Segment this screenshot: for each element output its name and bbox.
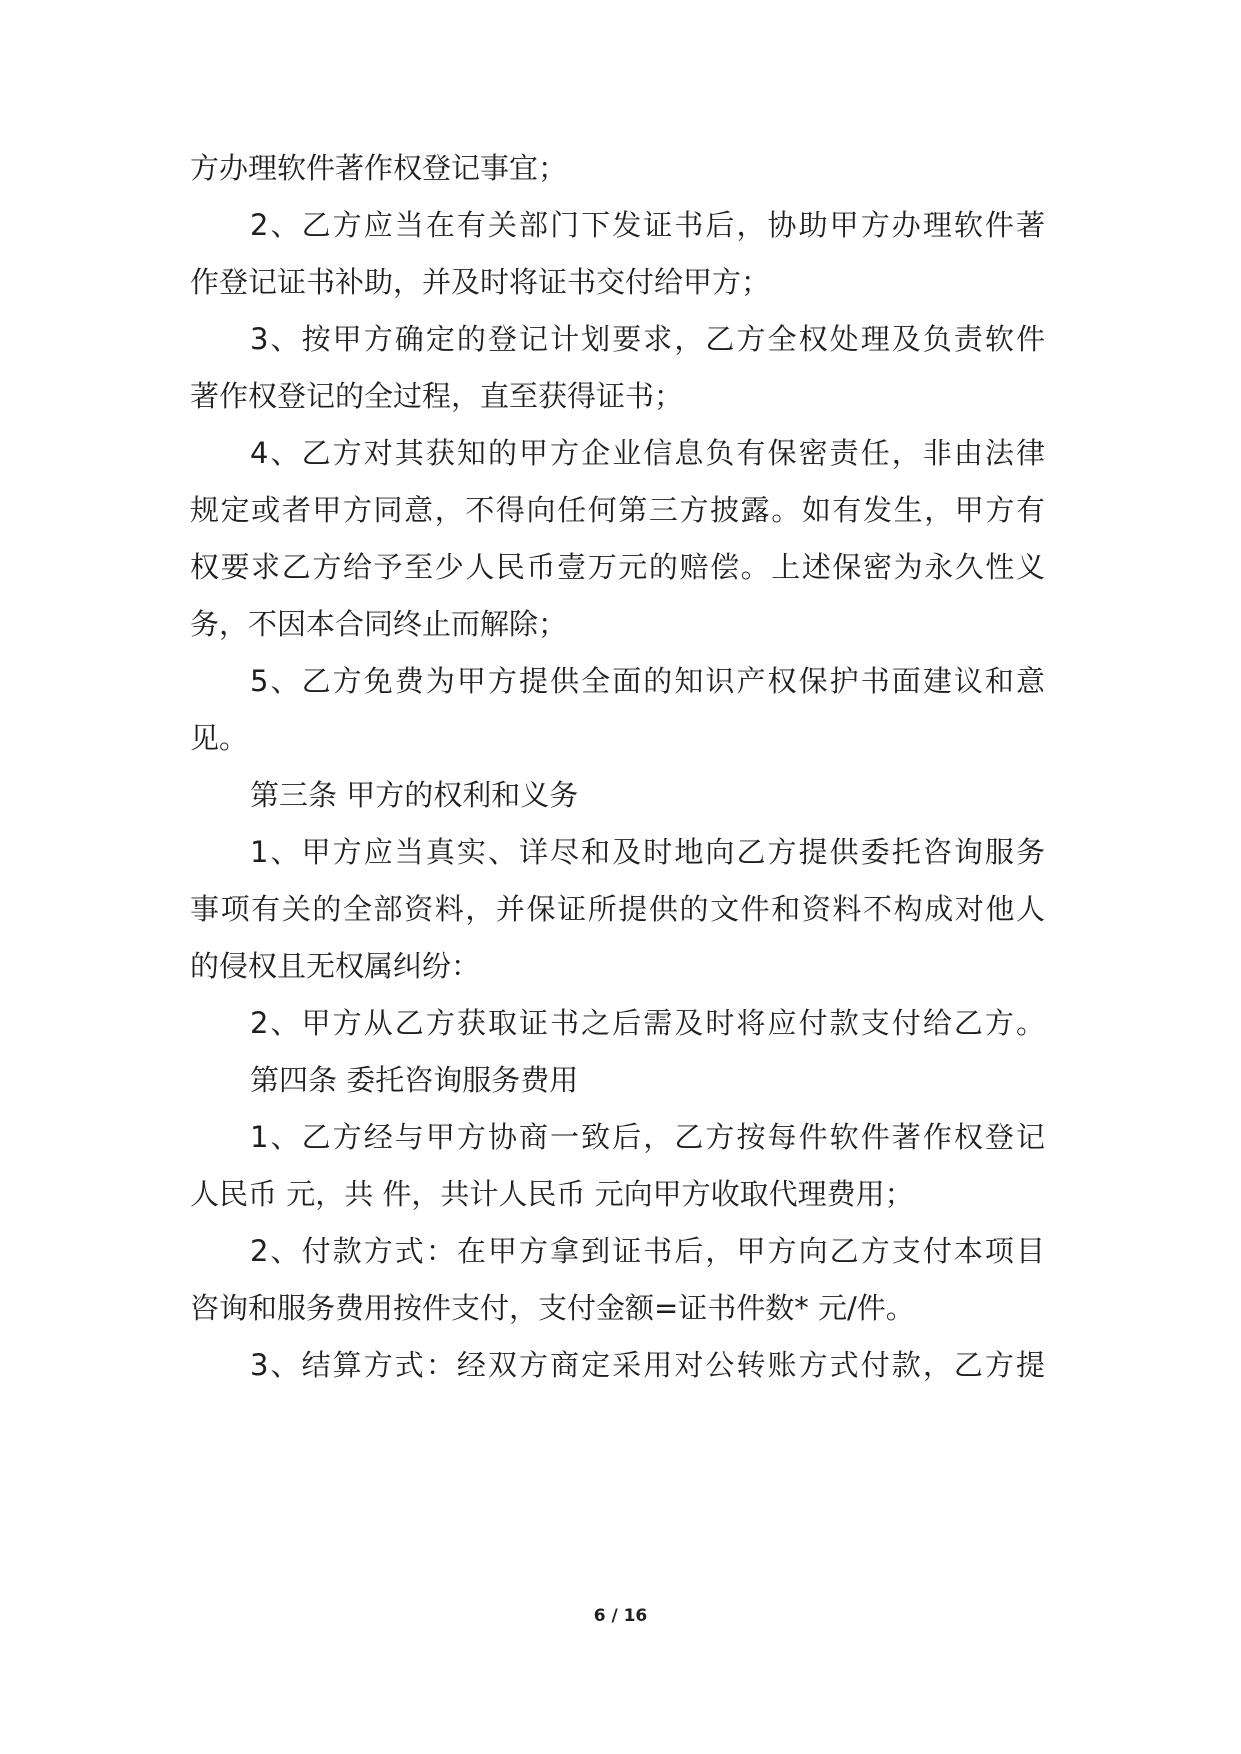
text-line: 的侵权且无权属纠纷： xyxy=(190,949,481,983)
text-line: 作登记证书补助，并及时将证书交付给甲方； xyxy=(190,265,771,299)
text-line: 1、甲方应当真实、详尽和及时地向乙方提供委托咨询服务 xyxy=(250,835,1045,869)
text-line: 事项有关的全部资料，并保证所提供的文件和资料不构成对他人 xyxy=(190,892,1045,926)
text-line: 1、乙方经与甲方协商一致后，乙方按每件软件著作权登记 xyxy=(250,1120,1045,1154)
text-line: 见。 xyxy=(190,721,249,755)
text-line: 2、甲方从乙方获取证书之后需及时将应付款支付给乙方。 xyxy=(250,1006,1045,1040)
text-line: 规定或者甲方同意，不得向任何第三方披露。如有发生，甲方有 xyxy=(190,493,1045,527)
text-line: 5、乙方免费为甲方提供全面的知识产权保护书面建议和意 xyxy=(250,664,1045,698)
page-number: 6 / 16 xyxy=(593,1606,648,1626)
text-line: 方办理软件著作权登记事宜； xyxy=(190,151,568,185)
text-line: 3、按甲方确定的登记计划要求，乙方全权处理及负责软件 xyxy=(250,322,1045,356)
text-line: 咨询和服务费用按件支付，支付金额=证书件数* 元/件。 xyxy=(190,1291,915,1325)
section-heading: 第四条 委托咨询服务费用 xyxy=(250,1063,579,1097)
text-line: 人民币 元，共 件，共计人民币 元向甲方收取代理费用； xyxy=(190,1177,914,1211)
text-line: 著作权登记的全过程，直至获得证书； xyxy=(190,379,684,413)
text-line: 2、乙方应当在有关部门下发证书后，协助甲方办理软件著 xyxy=(250,208,1045,242)
section-heading: 第三条 甲方的权利和义务 xyxy=(250,778,579,812)
text-line: 务，不因本合同终止而解除； xyxy=(190,607,568,641)
text-line: 3、结算方式：经双方商定采用对公转账方式付款，乙方提 xyxy=(250,1348,1045,1382)
text-line: 2、付款方式：在甲方拿到证书后，甲方向乙方支付本项目 xyxy=(250,1234,1045,1268)
text-line: 权要求乙方给予至少人民币壹万元的赔偿。上述保密为永久性义 xyxy=(190,550,1045,584)
text-line: 4、乙方对其获知的甲方企业信息负有保密责任，非由法律 xyxy=(250,436,1045,470)
